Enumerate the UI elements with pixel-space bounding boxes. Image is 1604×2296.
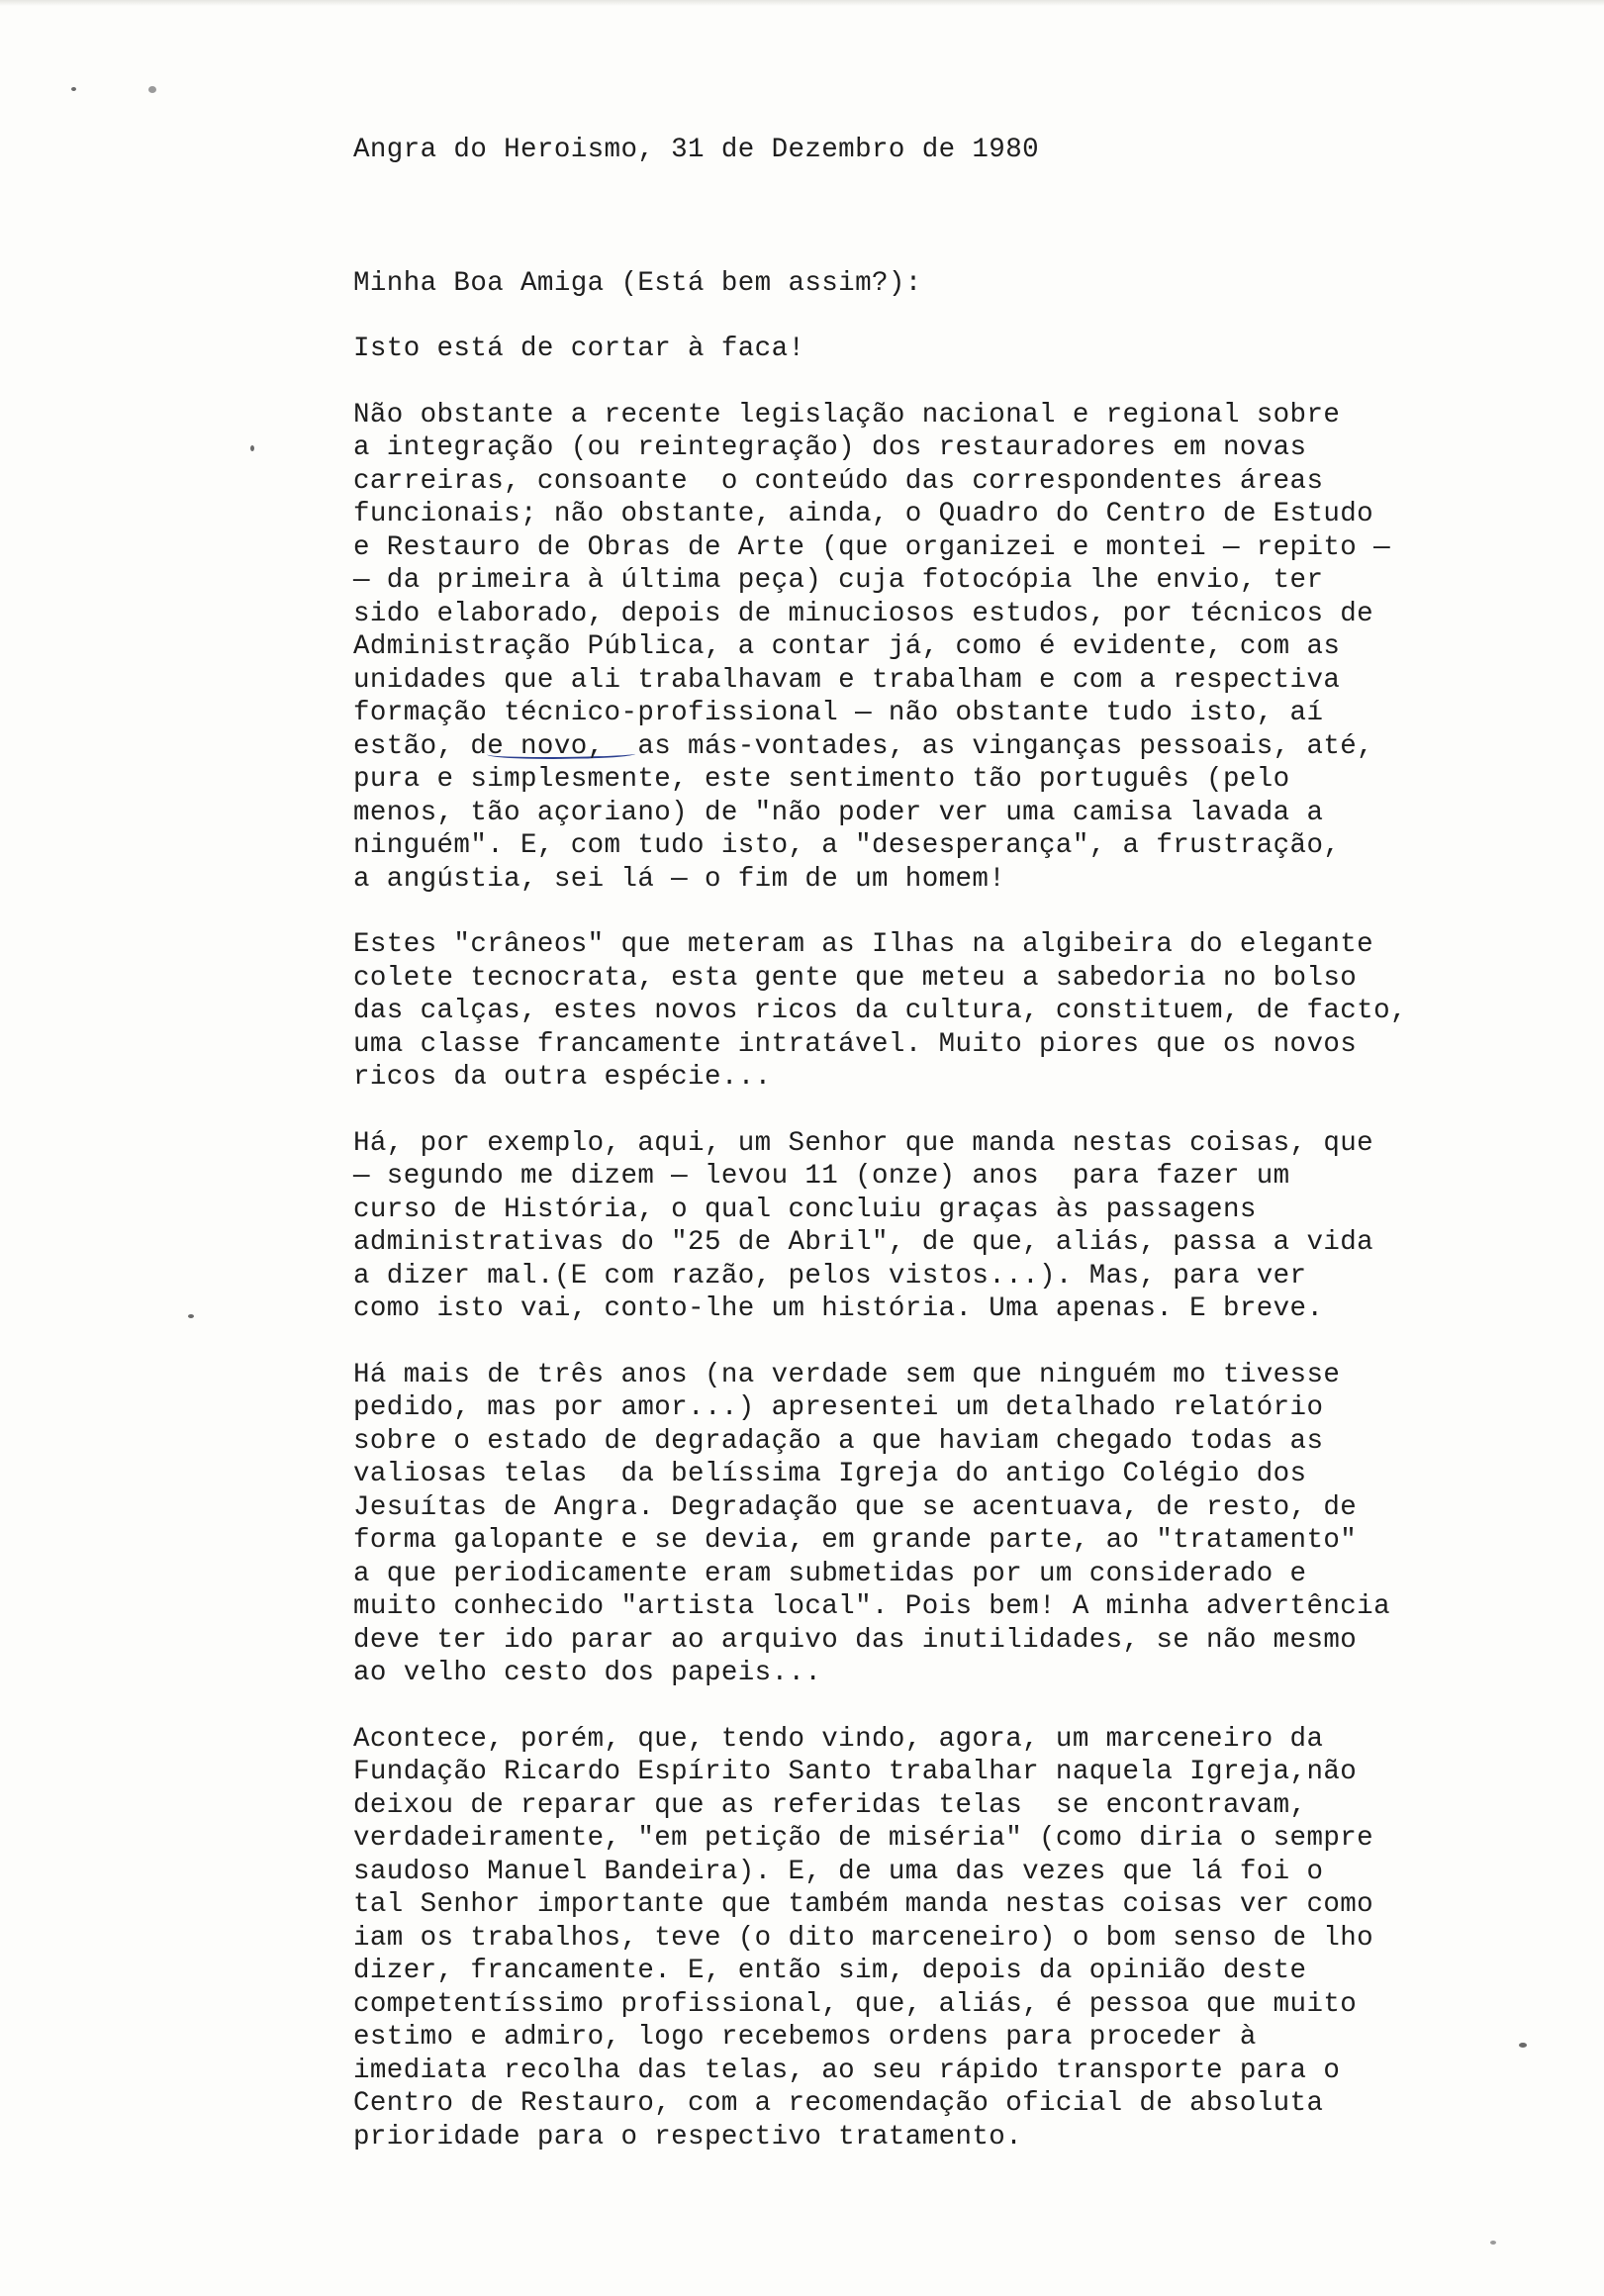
text-line: deixou de reparar que as referidas telas se encontravam, [353,1789,1307,1821]
text-line: verdadeiramente, "em petição de miséria" (como diria o sempre [353,1823,1374,1854]
text-line: a angústia, sei lá — o fim de um homem! [353,863,1006,895]
text-line: Há mais de três anos (na verdade sem que ninguém mo tivesse [353,1359,1341,1390]
text-line: — segundo me dizem — levou 11 (onze) anos para fazer um [353,1161,1290,1192]
letter-paragraph [353,1359,1590,1690]
paper-speck [1490,2241,1496,2245]
text-line: sobre o estado de degradação a que haviam chegado todas as [353,1425,1324,1457]
text-line: e Restauro de Obras de Arte (que organizei e montei — repito — [353,531,1390,563]
text-line: prioridade para o respectivo tratamento. [353,2121,1023,2152]
paper-speck [148,86,156,93]
text-line: uma classe francamente intratável. Muito piores que os novos [353,1028,1358,1060]
letter-salutation: Minha Boa Amiga (Está bem assim?): [353,267,922,299]
text-line: a integração (ou reintegração) dos restauradores em novas [353,432,1307,463]
text-line: Fundação Ricardo Espírito Santo trabalhar naquela Igreja,não [353,1757,1358,1787]
letter-opening: Isto está de cortar à faca! [353,334,805,364]
text-line: saudoso Manuel Bandeira). E, de uma das vezes que lá foi o [353,1856,1324,1887]
letter-paragraphs [353,399,1590,2154]
text-line: Estes "crâneos" que meteram as Ilhas na algibeira do elegante [353,929,1374,960]
text-line: Centro de Restauro, com a recomendação oficial de absoluta [353,2088,1324,2119]
text-line: carreiras, consoante o conteúdo das correspondentes áreas [353,465,1324,497]
letter-paragraph [353,928,1590,1095]
text-line: ricos da outra espécie... [353,1062,772,1093]
text-line: estão, de novo, as más-vontades, as vinganças pessoais, até, [353,730,1374,762]
letter-paragraph [353,1723,1590,2154]
text-line: Acontece, porém, que, tendo vindo, agora, um marceneiro da [353,1723,1324,1755]
text-line: administrativas do "25 de Abril", de que, aliás, passa a vida [353,1227,1374,1258]
text-line: a dizer mal.(E com razão, pelos vistos...). Mas, para ver [353,1260,1307,1292]
text-line: dizer, francamente. E, então sim, depois da opinião deste [353,1956,1307,1986]
text-line: curso de História, o qual concluiu graças às passagens [353,1194,1257,1225]
text-line: Jesuítas de Angra. Degradação que se acentuava, de resto, de [353,1491,1358,1523]
text-line: funcionais; não obstante, ainda, o Quadro do Centro de Estudo [353,499,1374,529]
letter-paragraph [353,1127,1590,1326]
text-line: unidades que ali trabalhavam e trabalham e com a respectiva [353,664,1341,696]
text-line: valiosas telas da belíssima Igreja do antigo Colégio dos [353,1459,1307,1489]
paper-speck [188,1314,194,1318]
text-line: imediata recolha das telas, ao seu rápido transporte para o [353,2055,1341,2086]
text-line: iam os trabalhos, teve (o dito marceneiro) o bom senso de lho [353,1922,1374,1954]
text-line: ao velho cesto dos papeis... [353,1658,822,1688]
text-line: Não obstante a recente legislação nacional e regional sobre [353,399,1341,430]
text-line: menos, tão açoriano) de "não poder ver uma camisa lavada a [353,797,1324,828]
text-line: forma galopante e se devia, em grande parte, ao "tratamento" [353,1525,1358,1556]
text-line: Há, por exemplo, aqui, um Senhor que manda nestas coisas, que [353,1127,1374,1159]
text-line: das calças, estes novos ricos da cultura, constituem, de facto, [353,996,1407,1026]
text-line: — da primeira à última peça) cuja fotocópia lhe envio, ter [353,565,1324,596]
text-line: como isto vai, conto-lhe um história. Uma apenas. E breve. [353,1293,1324,1324]
text-line: ninguém". E, com tudo isto, a "desesperança", a frustração, [353,830,1341,861]
paper-speck [71,87,76,91]
text-line: tal Senhor importante que também manda nestas coisas ver como [353,1889,1374,1920]
text-line: pedido, mas por amor...) apresentei um detalhado relatório [353,1392,1324,1423]
text-line: sido elaborado, depois de minuciosos estudos, por técnicos de [353,598,1374,629]
text-line: pura e simplesmente, este sentimento tão português (pelo [353,764,1290,795]
paper-speck [250,445,254,451]
text-line: deve ter ido parar ao arquivo das inutilidades, se não mesmo [353,1624,1358,1656]
text-line: muito conhecido "artista local". Pois bem! A minha advertência [353,1591,1390,1622]
text-line: a que periodicamente eram submetidas por um considerado e [353,1558,1307,1589]
text-line: formação técnico-profissional — não obstante tudo isto, aí [353,698,1324,728]
letter-date: Angra do Heroismo, 31 de Dezembro de 1980 [353,135,1040,165]
text-line: colete tecnocrata, esta gente que meteu a sabedoria no bolso [353,962,1358,994]
text-line: estimo e admiro, logo recebemos ordens para proceder à [353,2022,1257,2053]
letter-paragraph [353,399,1590,897]
text-line: Administração Pública, a contar já, como é evidente, com as [353,631,1341,662]
letter-body [353,134,1590,2153]
text-line: competentíssimo profissional, que, aliás, é pessoa que muito [353,1988,1358,2020]
